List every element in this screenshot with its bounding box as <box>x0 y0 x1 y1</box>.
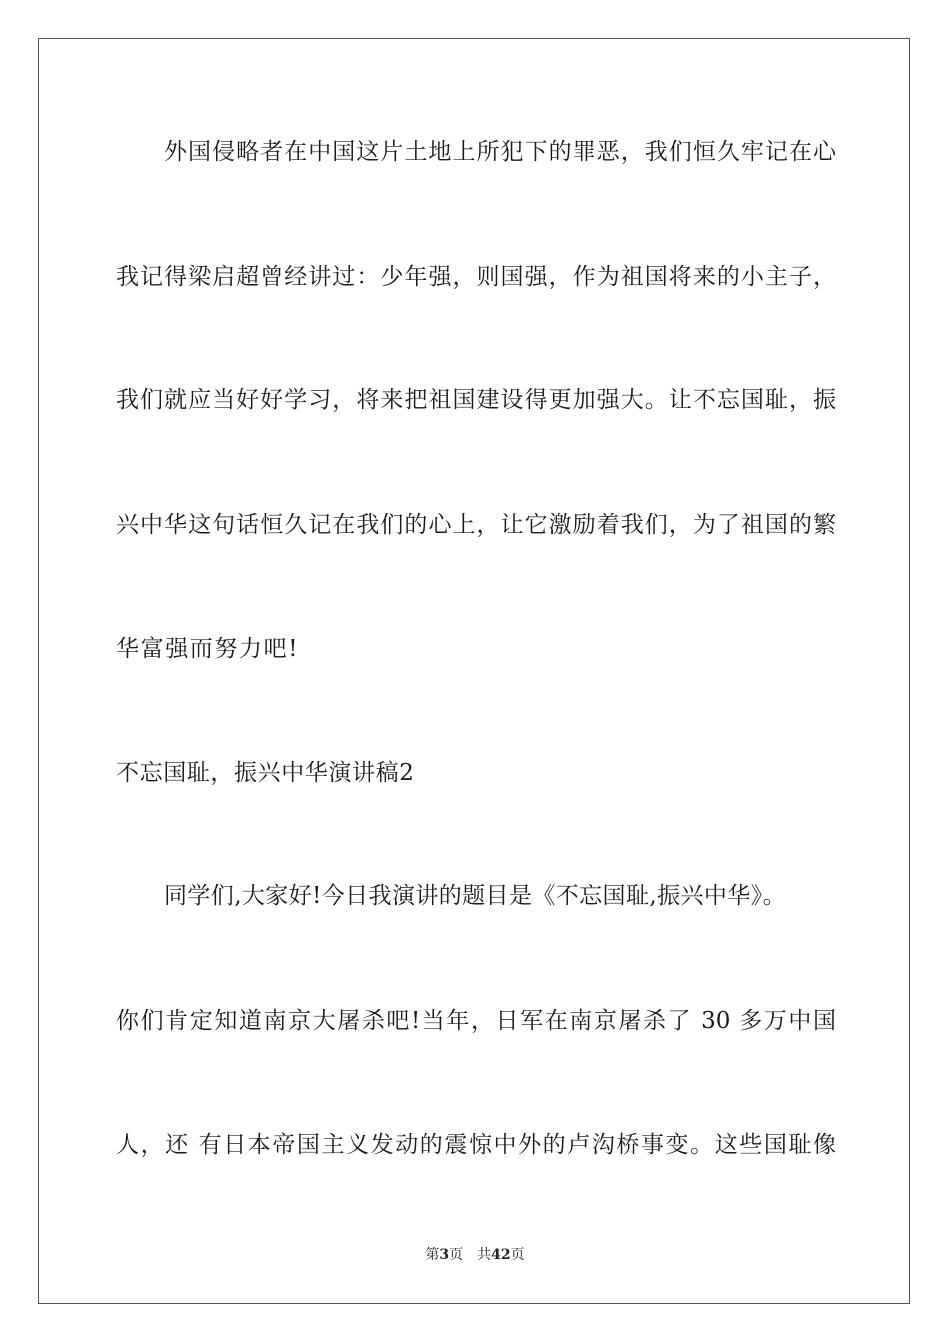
total-pages: 42 <box>491 1247 511 1263</box>
section-heading: 不忘国耻，振兴中华演讲稿2 <box>116 760 415 786</box>
paragraph-line: 外国侵略者在中国这片土地上所犯下的罪恶，我们恒久牢记在心 <box>164 139 836 165</box>
page-prefix: 第 <box>425 1247 440 1263</box>
paragraph-line: 人，还 有日本帝国主义发动的震惊中外的卢沟桥事变。这些国耻像 <box>116 1132 836 1158</box>
paragraph-line: 我记得梁启超曾经讲过：少年强，则国强，作为祖国将来的小主子， <box>116 264 836 290</box>
page-border <box>38 38 910 1304</box>
page-suffix: 页 <box>449 1247 464 1263</box>
page-number: 3 <box>439 1247 450 1263</box>
paragraph-line: 兴中华这句话恒久记在我们的心上，让它激励着我们，为了祖国的繁 <box>116 512 836 538</box>
paragraph-line: 你们肯定知道南京大屠杀吧!当年，日军在南京屠杀了 30 多万中国 <box>116 1008 836 1034</box>
paragraph-line: 华富强而努力吧! <box>116 636 300 662</box>
paragraph-line: 同学们,大家好!今日我演讲的题目是《不忘国耻,振兴中华》。 <box>164 883 786 909</box>
total-prefix: 共 <box>477 1247 492 1263</box>
paragraph-line: 我们就应当好好学习，将来把祖国建设得更加强大。让不忘国耻，振 <box>116 387 836 413</box>
total-suffix: 页 <box>510 1247 525 1263</box>
page-footer <box>0 1246 950 1264</box>
